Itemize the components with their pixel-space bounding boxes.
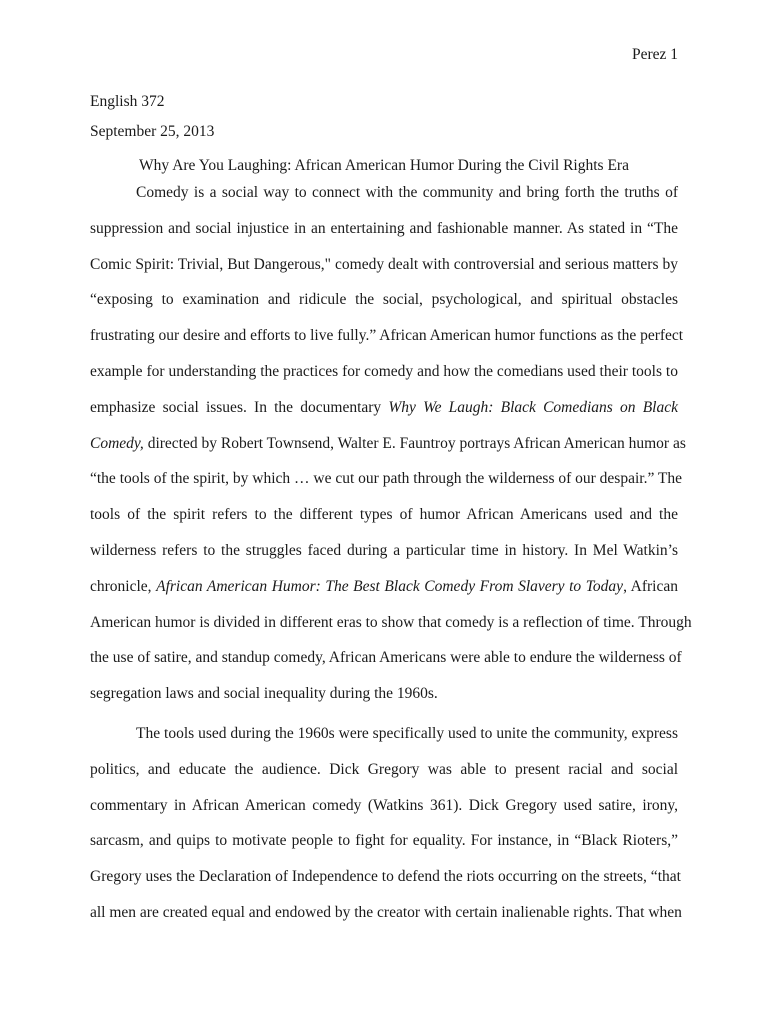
text-line: wilderness refers to the struggles faced during a particular time in history. In Mel Watkin’s (90, 541, 678, 559)
text-line: all men are created equal and endowed by the creator with certain inalienable rights. That when (90, 903, 682, 921)
text-segment: emphasize social issues. In the documentary (90, 398, 389, 416)
text-line: Comedy is a social way to connect with the community and bring forth the truths of (136, 184, 678, 201)
text-line: the use of satire, and standup comedy, African Americans were able to endure the wilderness of (90, 649, 682, 667)
date: September 25, 2013 (90, 123, 215, 140)
text-segment: chronicle, (90, 577, 157, 595)
text-line: American humor is divided in different eras to show that comedy is a reflection of time. Through (90, 613, 692, 631)
text-line: sarcasm, and quips to motivate people to fight for equality. For instance, in “Black Rioters,” (90, 832, 678, 850)
text-line: commentary in African American comedy (Watkins 361). Dick Gregory used satire, irony, (90, 796, 678, 814)
text-line: Comic Spirit: Trivial, But Dangerous," comedy dealt with controversial and serious matters by (90, 255, 678, 273)
text-line: politics, and educate the audience. Dick Gregory was able to present racial and social (90, 760, 678, 778)
text-line: Gregory uses the Declaration of Independence to defend the riots occurring on the streets, “that (90, 868, 681, 886)
text-line: frustrating our desire and efforts to live fully.” African American humor functions as the perfect (90, 327, 684, 345)
essay-body (90, 184, 692, 940)
text-line: tools of the spirit refers to the different types of humor African Americans used and the (90, 506, 678, 524)
paragraph-1 (90, 184, 692, 721)
text-segment: , African (623, 577, 678, 595)
text-segment: directed by Robert Townsend, Walter E. Fauntroy portrays African American humor as (143, 434, 686, 452)
course-name: English 372 (90, 93, 165, 110)
paragraph-2 (90, 724, 682, 940)
text-line (90, 434, 686, 471)
film-title: Why We Laugh: Black Comedians on Black (388, 398, 678, 416)
book-title: African American Humor: The Best Black Comedy From Slavery to Today (156, 577, 624, 595)
text-line (90, 399, 678, 435)
film-title-continued: Comedy, (90, 434, 144, 452)
text-line: “exposing to examination and ridicule the social, psychological, and spiritual obstacles (90, 291, 678, 309)
essay-title: Why Are You Laughing: African American Humor During the Civil Rights Era (139, 157, 629, 174)
text-line: segregation laws and social inequality during the 1960s. (90, 685, 438, 703)
page-number-header: Perez 1 (631, 46, 678, 63)
text-line: The tools used during the 1960s were specifically used to unite the community, express (136, 724, 678, 742)
text-line: “the tools of the spirit, by which … we cut our path through the wilderness of our despair.” The (90, 470, 683, 488)
text-line: example for understanding the practices for comedy and how the comedians used their tools to (90, 362, 678, 380)
text-line: suppression and social injustice in an entertaining and fashionable manner. As stated in “The (90, 219, 678, 237)
mla-heading (90, 93, 678, 153)
text-line (90, 578, 678, 614)
